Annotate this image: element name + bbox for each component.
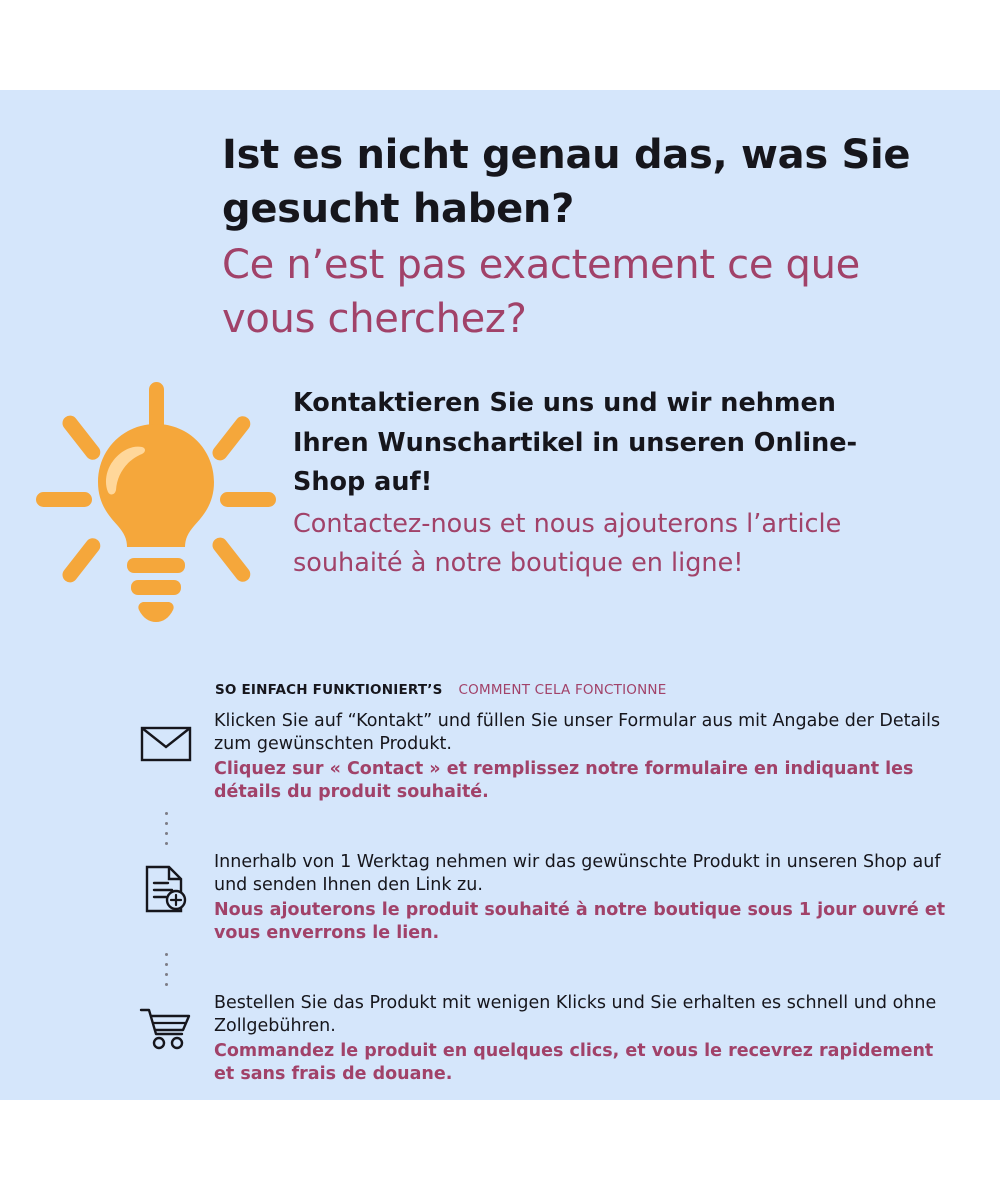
step-item [118, 710, 958, 806]
step-text [214, 992, 958, 1086]
connector-dot [165, 822, 168, 825]
connector-dot [165, 983, 168, 986]
subheadline-german: Kontaktieren Sie uns und wir nehmen Ihren Wunschartikel in unseren Online-Shop auf! [293, 388, 858, 498]
step-french: Commandez le produit en quelques clics, et vous le recevrez rapidement et sans frais de douane. [214, 1040, 934, 1084]
step-item [118, 992, 958, 1088]
step-text [214, 851, 958, 945]
connector-dot [165, 812, 168, 815]
step-connector [118, 806, 958, 851]
step-connector [118, 947, 958, 992]
step-german: Klicken Sie auf “Kontakt” und füllen Sie unser Formular aus mit Angabe der Details zum gewünschten Produkt. [214, 711, 941, 755]
step-item [118, 851, 958, 947]
connector-dot [165, 832, 168, 835]
envelope-icon [118, 710, 214, 764]
lightbulb-icon [36, 382, 276, 632]
step-text [214, 710, 958, 804]
headline-french: Ce n’est pas exactement ce que vous cherchez? [222, 242, 860, 342]
subheadline-french: Contactez-nous et nous ajouterons l’article souhaité à notre boutique en ligne! [293, 508, 842, 579]
headline-german: Ist es nicht genau das, was Sie gesucht haben? [222, 132, 911, 232]
how-it-works-header [215, 682, 666, 698]
subheadline-block [293, 384, 913, 584]
connector-dot [165, 842, 168, 845]
promo-banner [0, 90, 1000, 1100]
how-it-works-french: COMMENT CELA FONCTIONNE [458, 682, 667, 698]
connector-dot [165, 963, 168, 966]
shopping-cart-icon [118, 992, 214, 1050]
steps-list [118, 710, 958, 1088]
how-it-works-german: SO EINFACH FUNKTIONIERT’S [215, 682, 443, 698]
step-german: Innerhalb von 1 Werktag nehmen wir das gewünschte Produkt in unseren Shop auf und senden Ihnen den Link zu. [214, 852, 941, 896]
document-add-icon [118, 851, 214, 913]
step-french: Nous ajouterons le produit souhaité à notre boutique sous 1 jour ouvré et vous enverrons le lien. [214, 899, 946, 943]
step-german: Bestellen Sie das Produkt mit wenigen Klicks und Sie erhalten es schnell und ohne Zollgebühren. [214, 993, 937, 1037]
step-french: Cliquez sur « Contact » et remplissez notre formulaire en indiquant les détails du produit souhaité. [214, 758, 914, 802]
connector-dot [165, 953, 168, 956]
headline-block [222, 128, 962, 346]
connector-dot [165, 973, 168, 976]
